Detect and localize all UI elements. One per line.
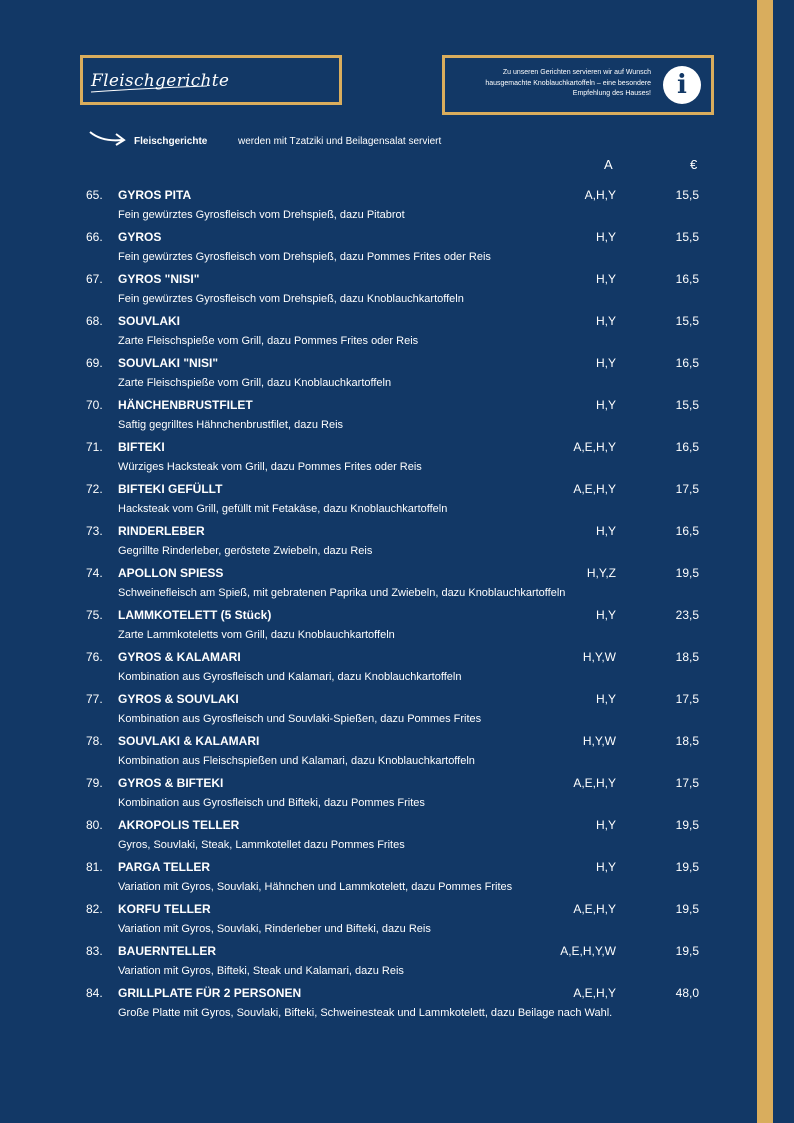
item-price: 19,5 xyxy=(675,944,699,958)
item-allergens: A,E,H,Y xyxy=(573,986,616,1000)
item-name: LAMMKOTELETT (5 Stück) xyxy=(118,608,272,622)
menu-item xyxy=(0,563,794,605)
item-number: 76. xyxy=(86,650,103,664)
item-description: Gyros, Souvlaki, Steak, Lammkotellet dazu Pommes Frites xyxy=(118,839,405,851)
item-description: Fein gewürztes Gyrosfleisch vom Drehspieß, dazu Pitabrot xyxy=(118,209,405,221)
column-header-allergens: A xyxy=(604,157,613,172)
item-description: Fein gewürztes Gyrosfleisch vom Drehspieß, dazu Knoblauchkartoffeln xyxy=(118,293,464,305)
section-title: Fleischgerichte xyxy=(134,136,208,147)
item-name: APOLLON SPIESS xyxy=(118,566,224,580)
item-description: Saftig gegrilltes Hähnchenbrustfilet, dazu Reis xyxy=(118,419,344,431)
item-description: Variation mit Gyros, Souvlaki, Rinderleber und Bifteki, dazu Reis xyxy=(118,923,431,935)
item-price: 17,5 xyxy=(675,692,699,706)
item-number: 68. xyxy=(86,314,103,328)
title-underline-icon xyxy=(87,66,211,98)
item-allergens: H,Y xyxy=(595,272,616,286)
menu-item xyxy=(0,353,794,395)
item-allergens: H,Y xyxy=(595,314,616,328)
item-number: 70. xyxy=(86,398,103,412)
item-number: 82. xyxy=(86,902,103,916)
item-name: GYROS & SOUVLAKI xyxy=(118,692,239,706)
item-number: 77. xyxy=(86,692,103,706)
item-price: 16,5 xyxy=(675,524,699,538)
menu-item xyxy=(0,731,794,773)
item-number: 66. xyxy=(86,230,103,244)
menu-item xyxy=(0,185,794,227)
menu-item xyxy=(0,647,794,689)
item-number: 72. xyxy=(86,482,103,496)
item-name: RINDERLEBER xyxy=(118,524,205,538)
item-price: 15,5 xyxy=(675,188,699,202)
item-description: Gegrillte Rinderleber, geröstete Zwiebeln, dazu Reis xyxy=(118,545,373,557)
item-price: 19,5 xyxy=(675,860,699,874)
item-description: Würziges Hacksteak vom Grill, dazu Pommes Frites oder Reis xyxy=(118,461,422,473)
menu-item xyxy=(0,983,794,1025)
info-icon: i xyxy=(663,66,701,104)
item-number: 65. xyxy=(86,188,103,202)
item-allergens: H,Y,W xyxy=(582,734,616,748)
menu-item xyxy=(0,773,794,815)
menu-items-list xyxy=(0,185,794,1025)
item-price: 15,5 xyxy=(675,230,699,244)
item-name: GYROS xyxy=(118,230,162,244)
item-name: SOUVLAKI & KALAMARI xyxy=(118,734,260,748)
section-note: werden mit Tzatziki und Beilagensalat serviert xyxy=(238,136,442,147)
item-description: Kombination aus Fleischspießen und Kalamari, dazu Knoblauchkartoffeln xyxy=(118,755,475,767)
title-frame xyxy=(80,55,342,105)
item-name: GYROS "NISI" xyxy=(118,272,200,286)
item-price: 18,5 xyxy=(675,650,699,664)
item-number: 78. xyxy=(86,734,103,748)
item-price: 16,5 xyxy=(675,272,699,286)
item-description: Kombination aus Gyrosfleisch und Souvlaki-Spießen, dazu Pommes Frites xyxy=(118,713,482,725)
item-price: 19,5 xyxy=(675,902,699,916)
menu-item xyxy=(0,521,794,563)
item-allergens: H,Y xyxy=(595,398,616,412)
item-description: Variation mit Gyros, Souvlaki, Hähnchen und Lammkotelett, dazu Pommes Frites xyxy=(118,881,513,893)
item-name: GYROS & KALAMARI xyxy=(118,650,241,664)
menu-item xyxy=(0,857,794,899)
item-allergens: A,E,H,Y xyxy=(573,776,616,790)
item-price: 15,5 xyxy=(675,398,699,412)
menu-item xyxy=(0,605,794,647)
item-price: 19,5 xyxy=(675,566,699,580)
item-allergens: A,E,H,Y xyxy=(573,902,616,916)
item-description: Variation mit Gyros, Bifteki, Steak und Kalamari, dazu Reis xyxy=(118,965,404,977)
item-number: 81. xyxy=(86,860,103,874)
item-allergens: A,E,H,Y xyxy=(573,440,616,454)
item-price: 19,5 xyxy=(675,818,699,832)
item-price: 16,5 xyxy=(675,356,699,370)
item-allergens: H,Y xyxy=(595,818,616,832)
menu-item xyxy=(0,815,794,857)
item-description: Fein gewürztes Gyrosfleisch vom Drehspieß, dazu Pommes Frites oder Reis xyxy=(118,251,491,263)
item-allergens: A,H,Y xyxy=(584,188,616,202)
item-allergens: A,E,H,Y,W xyxy=(560,944,616,958)
item-number: 69. xyxy=(86,356,103,370)
item-allergens: H,Y xyxy=(595,524,616,538)
item-allergens: A,E,H,Y xyxy=(573,482,616,496)
item-name: PARGA TELLER xyxy=(118,860,210,874)
item-description: Kombination aus Gyrosfleisch und Bifteki, dazu Pommes Frites xyxy=(118,797,425,809)
menu-item xyxy=(0,227,794,269)
item-price: 48,0 xyxy=(675,986,699,1000)
item-price: 17,5 xyxy=(675,482,699,496)
page-title-script: Fleischgerichte xyxy=(91,71,230,91)
item-description: Hacksteak vom Grill, gefüllt mit Fetakäse, dazu Knoblauchkartoffeln xyxy=(118,503,448,515)
item-number: 74. xyxy=(86,566,103,580)
menu-item xyxy=(0,269,794,311)
item-price: 18,5 xyxy=(675,734,699,748)
item-allergens: H,Y xyxy=(595,692,616,706)
menu-item xyxy=(0,437,794,479)
item-name: SOUVLAKI xyxy=(118,314,181,328)
item-name: BAUERNTELLER xyxy=(118,944,216,958)
item-number: 71. xyxy=(86,440,103,454)
item-name: BIFTEKI GEFÜLLT xyxy=(118,482,223,496)
item-allergens: H,Y,W xyxy=(582,650,616,664)
menu-item xyxy=(0,311,794,353)
item-number: 73. xyxy=(86,524,103,538)
item-allergens: H,Y,Z xyxy=(586,566,616,580)
curved-arrow-icon xyxy=(88,128,128,150)
item-price: 16,5 xyxy=(675,440,699,454)
item-name: BIFTEKI xyxy=(118,440,165,454)
menu-item xyxy=(0,899,794,941)
info-text: Zu unseren Gerichten servieren wir auf Wunsch hausgemachte Knoblauchkartoffeln – eine besondere Empfehlung des Hauses! xyxy=(485,69,651,97)
item-number: 84. xyxy=(86,986,103,1000)
item-price: 17,5 xyxy=(675,776,699,790)
item-name: GRILLPLATE FÜR 2 PERSONEN xyxy=(118,986,302,1000)
item-allergens: H,Y xyxy=(595,860,616,874)
menu-item xyxy=(0,689,794,731)
item-name: AKROPOLIS TELLER xyxy=(118,818,240,832)
info-box xyxy=(442,55,714,115)
item-description: Zarte Fleischspieße vom Grill, dazu Pommes Frites oder Reis xyxy=(118,335,419,347)
item-number: 79. xyxy=(86,776,103,790)
item-price: 23,5 xyxy=(675,608,699,622)
item-name: GYROS PITA xyxy=(118,188,192,202)
item-number: 67. xyxy=(86,272,103,286)
item-number: 75. xyxy=(86,608,103,622)
item-description: Zarte Fleischspieße vom Grill, dazu Knoblauchkartoffeln xyxy=(118,377,392,389)
menu-item xyxy=(0,479,794,521)
item-description: Schweinefleisch am Spieß, mit gebratenen Paprika und Zwiebeln, dazu Knoblauchkartoffeln xyxy=(118,587,566,599)
item-name: HÄNCHENBRUSTFILET xyxy=(118,398,253,412)
item-number: 80. xyxy=(86,818,103,832)
column-header-price: € xyxy=(690,157,698,172)
item-allergens: H,Y xyxy=(595,608,616,622)
item-name: GYROS & BIFTEKI xyxy=(118,776,224,790)
menu-item xyxy=(0,395,794,437)
item-price: 15,5 xyxy=(675,314,699,328)
item-description: Zarte Lammkoteletts vom Grill, dazu Knoblauchkartoffeln xyxy=(118,629,395,641)
item-name: KORFU TELLER xyxy=(118,902,211,916)
item-number: 83. xyxy=(86,944,103,958)
item-allergens: H,Y xyxy=(595,356,616,370)
menu-item xyxy=(0,941,794,983)
item-allergens: H,Y xyxy=(595,230,616,244)
item-description: Große Platte mit Gyros, Souvlaki, Bifteki, Schweinesteak und Lammkotelett, dazu Beilage nach Wahl. xyxy=(118,1007,613,1019)
item-name: SOUVLAKI "NISI" xyxy=(118,356,219,370)
item-description: Kombination aus Gyrosfleisch und Kalamari, dazu Knoblauchkartoffeln xyxy=(118,671,462,683)
